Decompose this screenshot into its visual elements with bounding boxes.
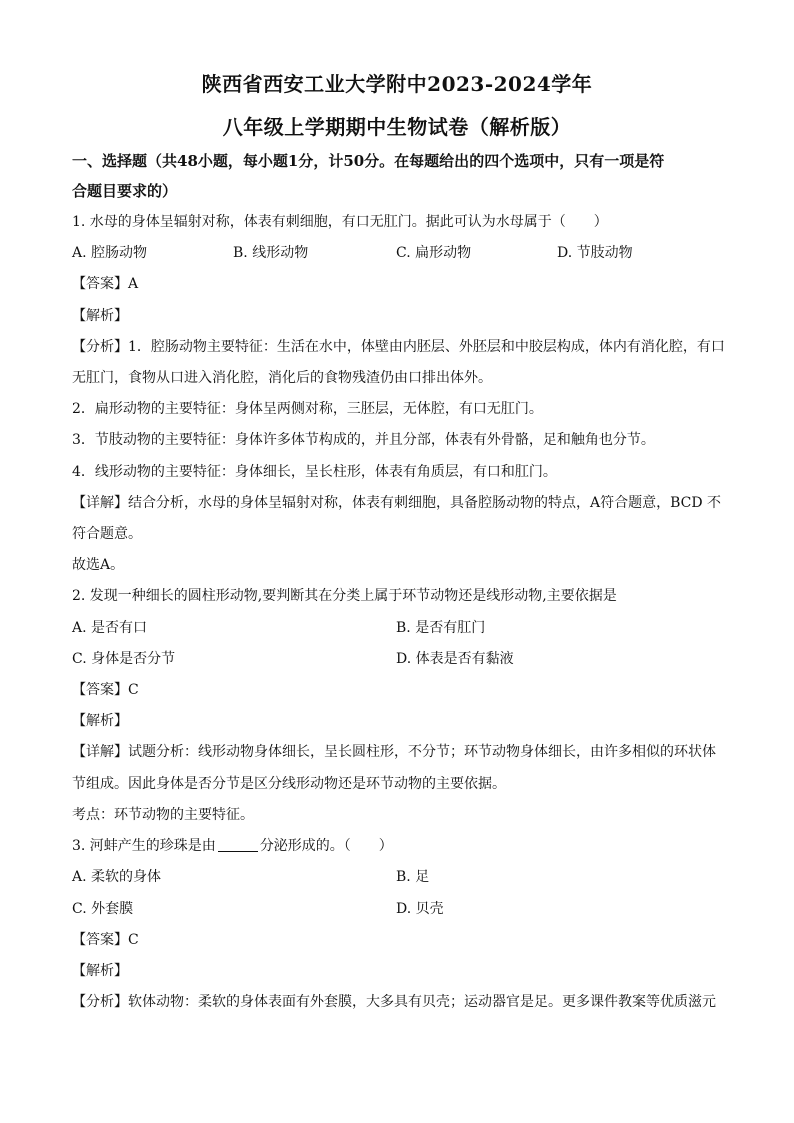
doc-title-line2: 八年级上学期期中生物试卷（解析版） — [222, 115, 572, 139]
q2-answer: 【答案】C — [72, 682, 139, 698]
q2-option-d: D. 体表是否有黏液 — [396, 651, 514, 667]
doc-title-line1: 陕西省西安工业大学附中2023-2024学年 — [201, 72, 593, 96]
q1-line-3: 2．扁形动物的主要特征：身体呈两侧对称，三胚层，无体腔，有口无肛门。 — [72, 401, 543, 417]
q3-blank — [218, 837, 258, 852]
q1-option-d: D. 节肢动物 — [557, 245, 633, 261]
q2-stem: 2. 发现一种细长的圆柱形动物,要判断其在分类上属于环节动物还是线形动物,主要依据是 — [72, 588, 617, 604]
q2-analysis-label: 【解析】 — [72, 713, 128, 729]
q2-option-a: A. 是否有口 — [72, 620, 148, 636]
q2-line-3: 考点：环节动物的主要特征。 — [72, 807, 254, 823]
q3-option-c: C. 外套膜 — [72, 901, 134, 917]
q1-line-5: 4．线形动物的主要特征：身体细长，呈长柱形，体表有角质层，有口和肛门。 — [72, 464, 557, 480]
q1-answer: 【答案】A — [72, 276, 139, 292]
q3-answer: 【答案】C — [72, 932, 139, 948]
q1-line-4: 3．节肢动物的主要特征：身体许多体节构成的，并且分部，体表有外骨骼，足和触角也分节。 — [72, 432, 655, 448]
q3-stem-before: 3. 河蚌产生的珍珠是由 — [72, 838, 216, 854]
q3-stem — [72, 836, 393, 856]
q3-option-b: B. 足 — [396, 869, 430, 885]
q2-line-1: 【详解】试题分析：线形动物身体细长，呈长圆柱形，不分节；环节动物身体细长，由许多相似的环状体 — [72, 744, 716, 760]
q1-line-7: 符合题意。 — [72, 526, 142, 542]
q1-line-8: 故选A。 — [72, 557, 125, 573]
q1-option-a: A. 腔肠动物 — [72, 245, 148, 261]
q2-option-c: C. 身体是否分节 — [72, 651, 176, 667]
q1-option-c: C. 扁形动物 — [396, 245, 472, 261]
section-heading-line1: 一、选择题（共48小题，每小题1分，计50分。在每题给出的四个选项中，只有一项是符 — [72, 152, 665, 170]
q2-line-2: 节组成。因此身体是否分节是区分线形动物还是环节动物的主要依据。 — [72, 776, 506, 792]
q1-line-2: 无肛门，食物从口进入消化腔，消化后的食物残渣仍由口排出体外。 — [72, 370, 492, 386]
q1-stem: 1. 水母的身体呈辐射对称，体表有刺细胞，有口无肛门。据此可认为水母属于（ ） — [72, 214, 608, 230]
q3-analysis-label: 【解析】 — [72, 963, 128, 979]
q3-line-1: 【分析】软体动物：柔软的身体表面有外套膜，大多具有贝壳；运动器官是足。更多课件教案等优质滋元 — [72, 994, 716, 1010]
q1-line-6: 【详解】结合分析，水母的身体呈辐射对称，体表有刺细胞，具备腔肠动物的特点，A符合题意，BCD 不 — [72, 495, 722, 511]
q3-option-a: A. 柔软的身体 — [72, 869, 162, 885]
section-heading-line2: 合题目要求的） — [72, 182, 178, 200]
q1-option-b: B. 线形动物 — [233, 245, 309, 261]
q1-line-1: 【分析】1．腔肠动物主要特征：生活在水中，体壁由内胚层、外胚层和中胶层构成，体内有消化腔，有口 — [72, 339, 725, 355]
q3-option-d: D. 贝壳 — [396, 901, 444, 917]
q3-stem-after: 分泌形成的。（ ） — [259, 838, 393, 854]
q1-analysis-label: 【解析】 — [72, 308, 128, 324]
q2-option-b: B. 是否有肛门 — [396, 620, 486, 636]
